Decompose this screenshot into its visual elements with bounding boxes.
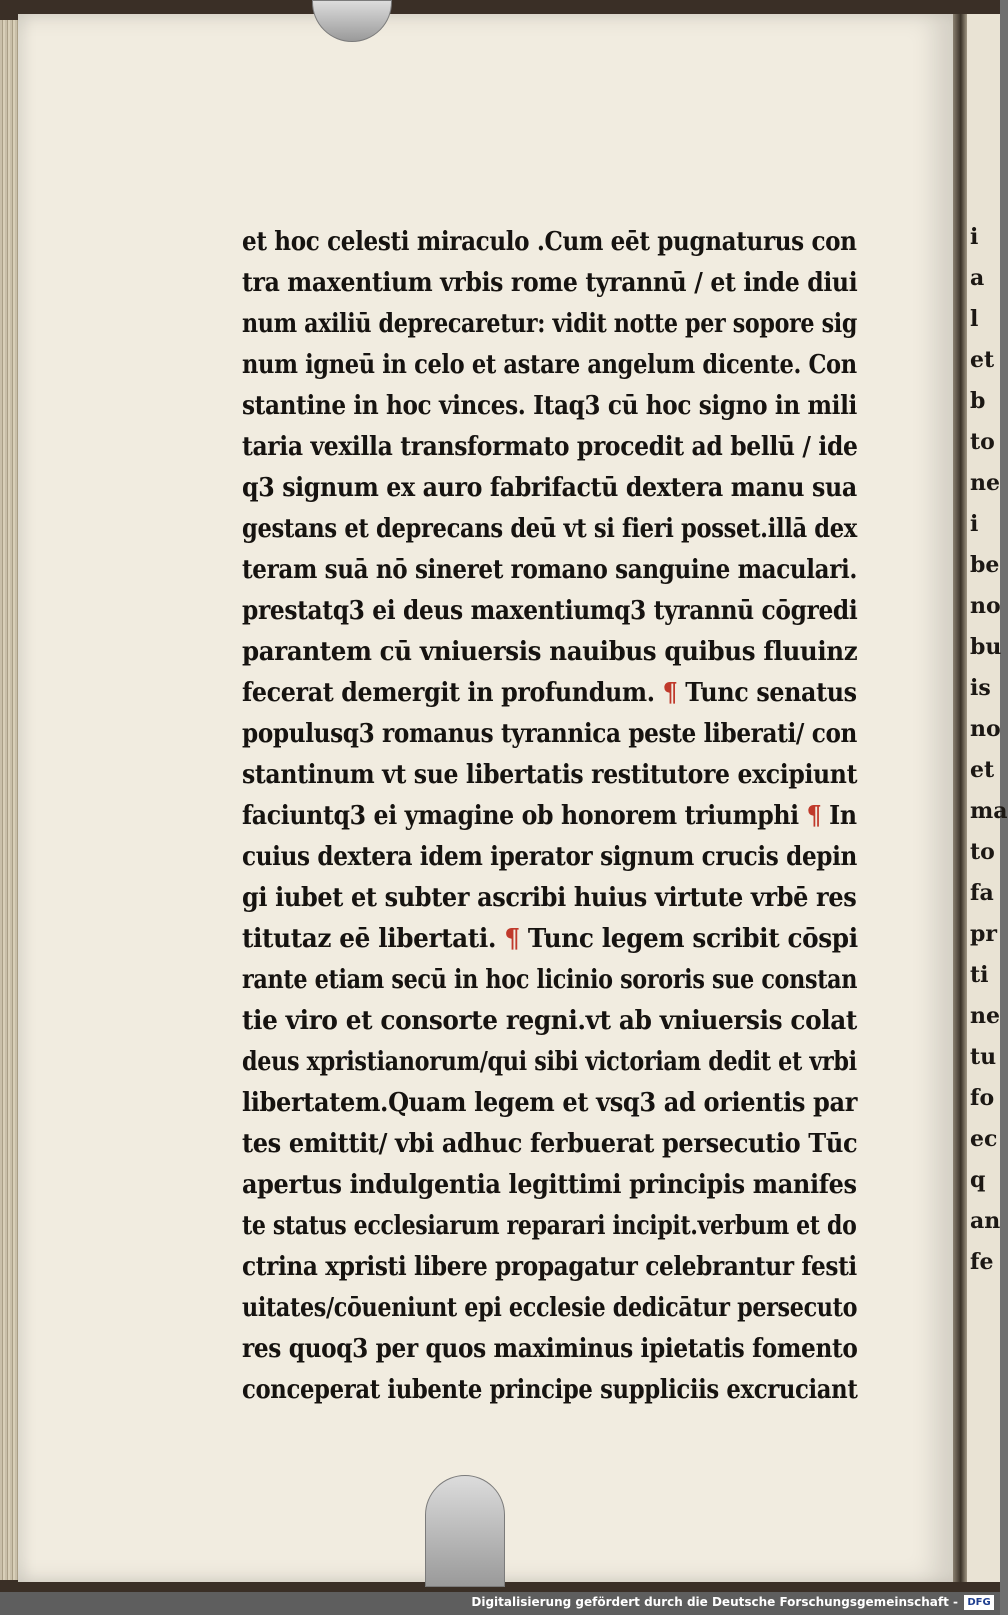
facing-page-fragment: is [970, 675, 991, 701]
text-line: stantine in hoc vinces. Itaq3 cū hoc signo in mili [242, 391, 857, 421]
facing-page-fragment: tu [970, 1044, 997, 1070]
book-gutter [953, 14, 967, 1582]
facing-page-fragment: q [970, 1167, 986, 1193]
text-line: prestatq3 ei deus maxentiumq3 tyrannū cōgredi [242, 596, 858, 626]
text-line: res quoq3 per quos maximinus ipietatis fomento [242, 1334, 858, 1364]
text-line: te status ecclesiarum reparari incipit.verbum et do [242, 1211, 857, 1241]
dfg-logo: DFG [964, 1595, 994, 1610]
facing-page-fragment: an [970, 1208, 1001, 1234]
text-line: conceperat iubente principe suppliciis excruciant [242, 1375, 858, 1405]
facing-page-fragment: i [970, 511, 979, 537]
facing-page-fragment: et [970, 757, 995, 783]
facing-page-fragment: to [970, 429, 995, 455]
facing-page-fragment: ti [970, 962, 989, 988]
facing-page-fragment: to [970, 839, 995, 865]
text-line: titutaz eē libertati. ¶ Tunc legem scribit cōspi [242, 924, 858, 954]
facing-page-fragment: bu [970, 634, 1002, 660]
text-line: fecerat demergit in profundum. ¶ Tunc senatus [242, 678, 857, 708]
text-line: stantinum vt sue libertatis restitutore excipiunt [242, 760, 858, 790]
facing-page-fragment: i [970, 224, 979, 250]
text-line: parantem cū vniuersis nauibus quibus fluuinz [242, 637, 858, 667]
facing-page-fragment: ne [970, 470, 1000, 496]
text-line: uitates/cōueniunt epi ecclesie dedicātur persecuto [242, 1293, 858, 1323]
facing-page-fragment: fe [970, 1249, 994, 1275]
blackletter-text-block [242, 222, 882, 1411]
facing-page-fragment: a [970, 265, 985, 291]
facing-page-fragment: et [970, 347, 995, 373]
text-line: faciuntq3 ei ymagine ob honorem triumphi ¶ In [242, 801, 857, 831]
facing-page-fragment: fa [970, 880, 994, 906]
text-line: q3 signum ex auro fabrifactū dextera manu sua [242, 473, 857, 503]
text-line: ctrina xpristi libere propagatur celebrantur festi [242, 1252, 857, 1282]
pilcrow-rubric: ¶ [504, 924, 520, 954]
facing-page-fragment: b [970, 388, 986, 414]
text-line: tie viro et consorte regni.vt ab vniuersis colat [242, 1006, 857, 1036]
facing-page-fragment: l [970, 306, 979, 332]
facing-page-strip [967, 14, 1008, 1582]
facing-page-fragment: fo [970, 1085, 995, 1111]
text-line: rante etiam secū in hoc licinio sororis sue constan [242, 965, 858, 995]
pilcrow-rubric: ¶ [662, 678, 678, 708]
digitization-footer [0, 1592, 1000, 1615]
page-clip-bottom [425, 1475, 505, 1587]
facing-page-fragment: no [970, 593, 1001, 619]
text-line: num axiliū deprecaretur: vidit notte per sopore sig [242, 309, 858, 339]
text-line: cuius dextera idem iperator signum crucis depin [242, 842, 857, 872]
text-line: num igneū in celo et astare angelum dicente. Con [242, 350, 857, 380]
pilcrow-rubric: ¶ [806, 801, 822, 831]
facing-page-fragment: no [970, 716, 1001, 742]
text-line: teram suā nō sineret romano sanguine maculari. [242, 555, 858, 585]
text-line: deus xpristianorum/qui sibi victoriam dedit et vrbi [242, 1047, 857, 1077]
text-line: gestans et deprecans deū vt si fieri posset.illā dex [242, 514, 857, 544]
facing-page-fragment: ma [970, 798, 1008, 824]
facing-page-fragment: ne [970, 1003, 1000, 1029]
text-line: et hoc celesti miraculo .Cum eēt pugnaturus con [242, 227, 857, 257]
text-line: populusq3 romanus tyrannica peste liberati/ con [242, 719, 858, 749]
page-stack-edge [0, 20, 18, 1580]
facing-page-fragment: ec [970, 1126, 998, 1152]
text-line: taria vexilla transformato procedit ad bellū / ide [242, 432, 858, 462]
text-line: libertatem.Quam legem et vsq3 ad orientis par [242, 1088, 858, 1118]
facing-page-fragment: pr [970, 921, 997, 947]
funding-credit: Digitalisierung gefördert durch die Deutsche Forschungsgemeinschaft - [471, 1595, 958, 1609]
text-line: gi iubet et subter ascribi huius virtute vrbē res [242, 883, 857, 913]
facing-page-fragment: be [970, 552, 1000, 578]
text-line: apertus indulgentia legittimi principis manifes [242, 1170, 857, 1200]
text-line: tes emittit/ vbi adhuc ferbuerat persecutio Tūc [242, 1129, 858, 1159]
text-line: tra maxentium vrbis rome tyrannū / et inde diui [242, 268, 858, 298]
